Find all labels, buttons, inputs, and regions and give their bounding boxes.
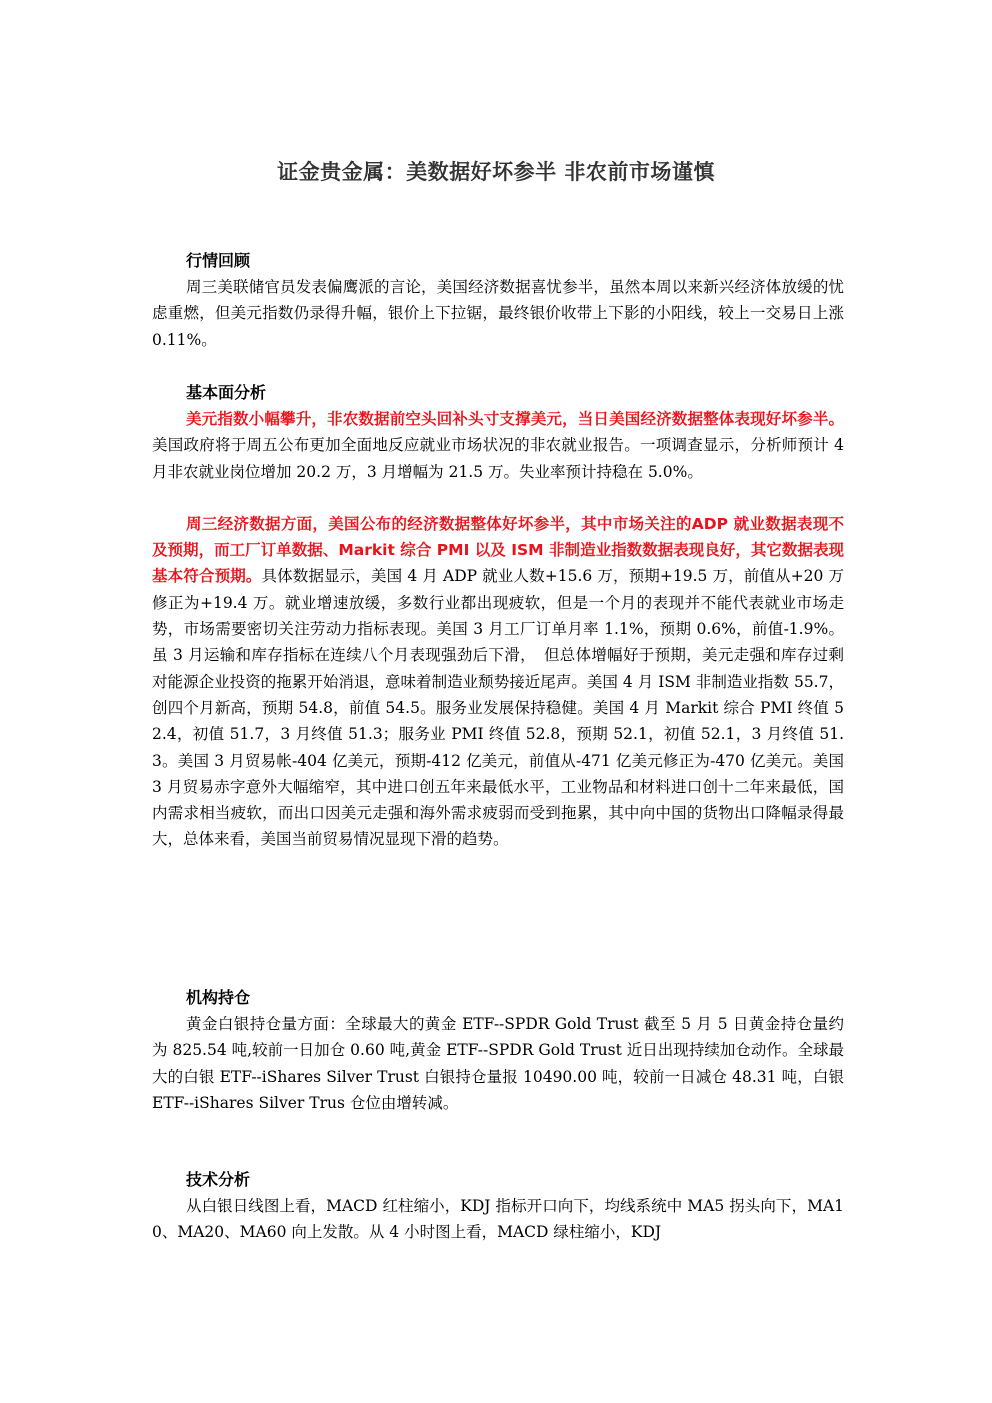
- highlight-text: 周三经济数据方面，美国公布的经济数据整体好坏参半，其中市场关注的ADP 就业数据表现不及预期，而工厂订单数据、Markit 综合 PMI 以及 ISM 非制造业指数数据表现良好，其它数据表现基本符合预期。: [152, 514, 844, 586]
- section-heading: 基本面分析: [186, 383, 267, 402]
- section-holdings: [152, 985, 844, 1116]
- section-heading: 行情回顾: [186, 251, 251, 270]
- holdings-paragraph: 黄金白银持仓量方面：全球最大的黄金 ETF--SPDR Gold Trust 截至 5 月 5 日黄金持仓量约为 825.54 吨,较前一日加仓 0.60 吨,黄金 ETF--SPDR Gold Trust 近日出现持续加仓动作。全球最大的白银 ETF--iShares Silver Trust 白银持仓量报 10490.00 吨，较前一日减仓 48.31 吨，白银 ETF--iShares Silver Trus 仓位由增转减。: [152, 1015, 844, 1112]
- fundamentals-paragraph-2: [152, 511, 844, 853]
- market-review-paragraph: 周三美联储官员发表偏鹰派的言论，美国经济数据喜忧参半，虽然本周以来新兴经济体放缓的忧虑重燃，但美元指数仍录得升幅，银价上下拉锯，最终银价收带上下影的小阳线，较上一交易日上涨 0.11%。: [152, 278, 844, 349]
- body-text: 具体数据显示，美国 4 月 ADP 就业人数+15.6 万，预期+19.5 万，前值从+20 万修正为+19.4 万。就业增速放缓，多数行业都出现疲软，但是一个月的表现并不能代表就业市场走势，市场需要密切关注劳动力指标表现。美国 3 月工厂订单月率 1.1%，预期 0.6%，前值-1.9%。虽 3 月运输和库存指标在连续八个月表现强劲后下滑， 但总体增幅好于预期，美元走强和库存过剩对能源企业投资的拖累开始消退，意味着制造业颓势接近尾声。美国 4 月 ISM 非制造业指数 55.7，创四个月新高，预期 54.8，前值 54.5。服务业发展保持稳健。美国 4 月 Markit 综合 PMI 终值 52.4，初值 51.7，3 月终值 51.3；服务业 PMI 终值 52.8，预期 52.1，初值 52.1，3 月终值 51.3。美国 3 月贸易帐-404 亿美元，预期-412 亿美元，前值从-471 亿美元修正为-470 亿美元。美国 3 月贸易赤字意外大幅缩窄，其中进口创五年来最低水平，工业物品和材料进口创十二年来最低，国内需求相当疲软，而出口因美元走强和海外需求疲弱而受到拖累，其中向中国的货物出口降幅录得最大，总体来看，美国当前贸易情况显现下滑的趋势。: [152, 567, 844, 849]
- fundamentals-paragraph-1: [152, 406, 844, 485]
- section-market-review: [152, 248, 844, 353]
- technical-paragraph: 从白银日线图上看，MACD 红柱缩小，KDJ 指标开口向下，均线系统中 MA5 拐头向下，MA10、MA20、MA60 向上发散。从 4 小时图上看，MACD 绿柱缩小，KDJ: [152, 1197, 844, 1242]
- section-fundamentals: [152, 380, 844, 853]
- body-text: 美国政府将于周五公布更加全面地反应就业市场状况的非农就业报告。一项调查显示，分析师预计 4 月非农就业岗位增加 20.2 万，3 月增幅为 21.5 万。失业率预计持稳在 5.0%。: [152, 436, 844, 481]
- highlight-text: 美元指数小幅攀升，非农数据前空头回补头寸支撑美元，当日美国经济数据整体表现好坏参半。: [186, 410, 844, 428]
- section-heading: 机构持仓: [186, 988, 251, 1007]
- section-technical: [152, 1167, 844, 1246]
- document-title: 证金贵金属：美数据好坏参半 非农前市场谨慎: [277, 160, 715, 184]
- section-heading: 技术分析: [186, 1170, 251, 1189]
